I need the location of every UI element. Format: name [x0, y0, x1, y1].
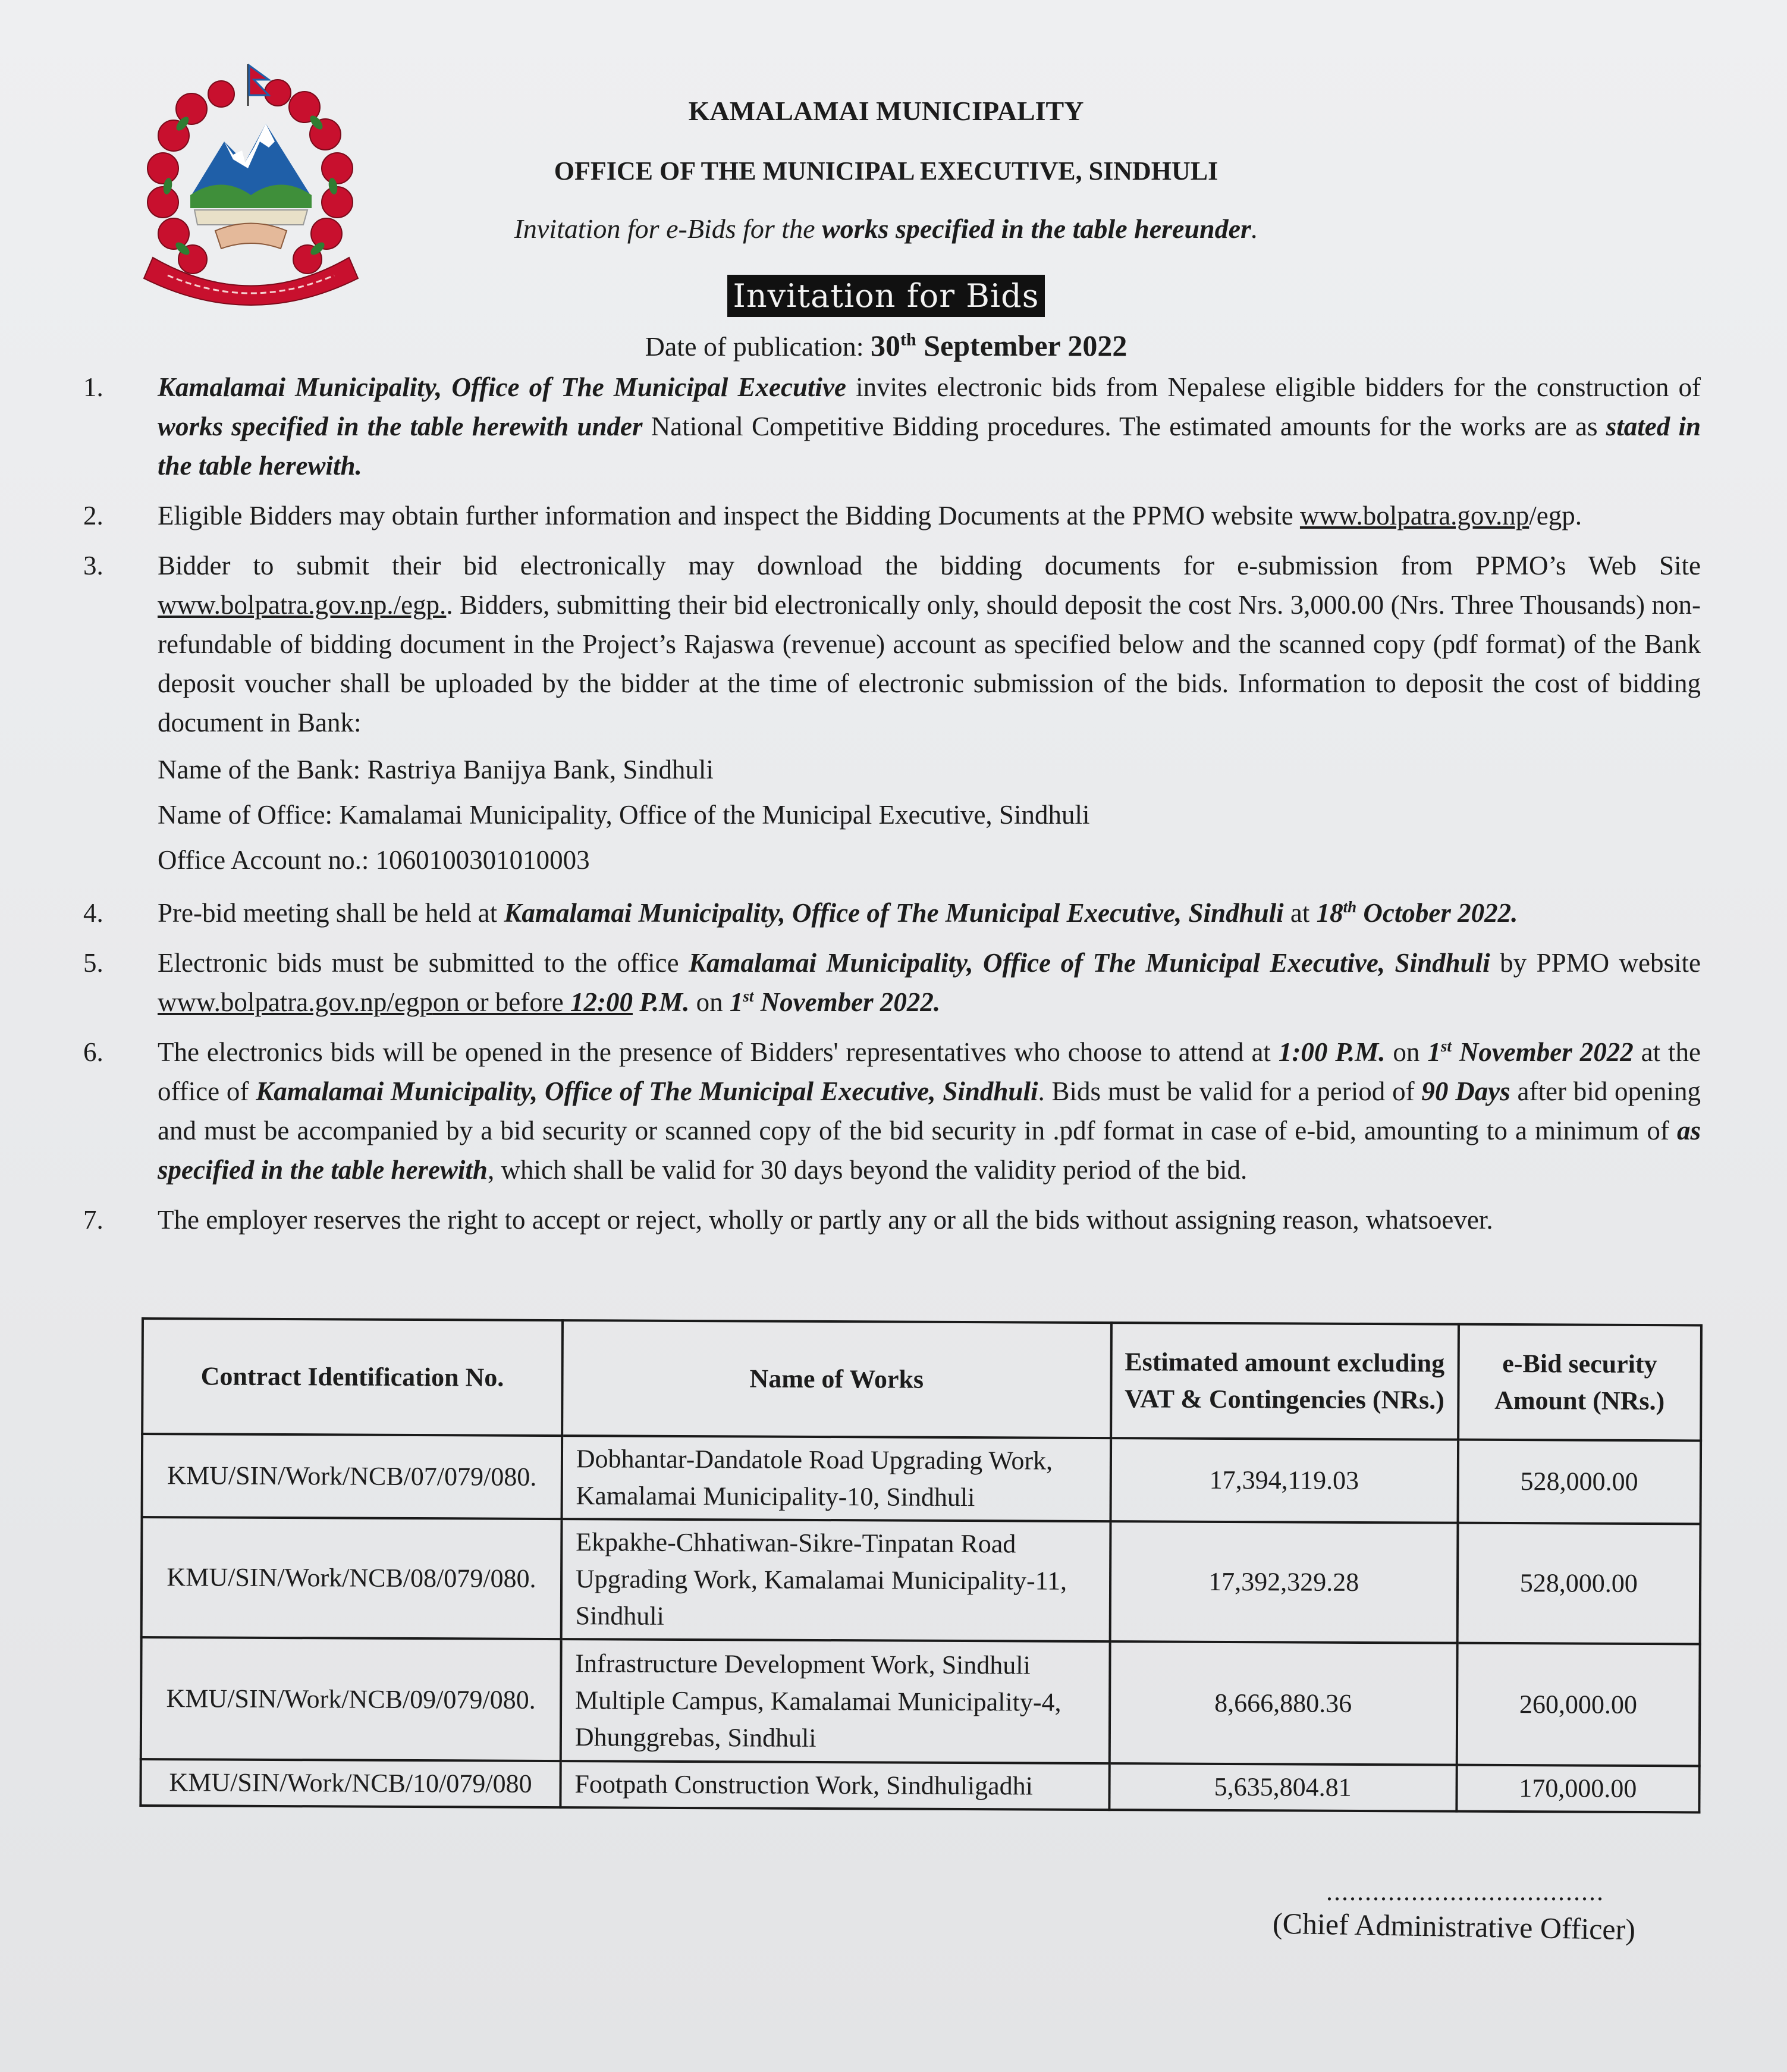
publication-date: Date of publication: 30th September 2022 [645, 329, 1128, 362]
contract-id: KMU/SIN/Work/NCB/09/079/080. [141, 1637, 561, 1761]
org-name: KAMALAMAI MUNICIPALITY [688, 96, 1084, 126]
office-name: OFFICE OF THE MUNICIPAL EXECUTIVE, SINDHULI [554, 156, 1218, 186]
estimated-amount: 17,392,329.28 [1110, 1521, 1458, 1643]
clause-1: 1. Kamalamai Municipality, Office of The Municipal Executive invites electronic bids from Nepalese eligible bidders for the construction of works specified in the table herewith under National Competitive Bidding procedures. The estimated amounts for the works are as stated in the table herewith. [83, 372, 1701, 481]
ppmo-egp-link[interactable]: www.bolpatra.gov.np./egp. [158, 590, 447, 620]
col-name-of-works: Name of Works [562, 1320, 1111, 1438]
table-row [140, 1759, 1699, 1812]
table-header-row [142, 1318, 1701, 1440]
col-estimated-amount: Estimated amount excluding VAT & Contingencies (NRs.) [1111, 1323, 1459, 1440]
contract-id: KMU/SIN/Work/NCB/10/079/080 [140, 1759, 560, 1807]
clause-5: 5. Electronic bids must be submitted to the office Kamalamai Municipality, Office of The Municipal Executive, Sindhuli by PPMO website www.bolpatra.gov.np/egpon or before 12:00 P.M. on 1st November 2022. [83, 948, 1701, 1017]
table-row [141, 1637, 1700, 1766]
account-number: Office Account no.: 1060100301010003 [158, 845, 590, 875]
bid-security: 260,000.00 [1456, 1643, 1700, 1766]
table-row [142, 1517, 1701, 1644]
estimated-amount: 8,666,880.36 [1109, 1641, 1457, 1765]
bank-name: Name of the Bank: Rastriya Banijya Bank, Sindhuli [158, 755, 714, 784]
work-name: Footpath Construction Work, Sindhuligadhi [560, 1761, 1109, 1810]
office-name-bank: Name of Office: Kamalamai Municipality, Office of the Municipal Executive, Sindhuli [158, 800, 1090, 830]
submission-link[interactable]: www.bolpatra.gov.np/egpon or before 12:00 [158, 987, 633, 1017]
ppmo-link[interactable]: www.bolpatra.gov.np [1299, 501, 1530, 530]
notice-subtitle: Invitation for e-Bids for the works specified in the table hereunder. [514, 214, 1258, 244]
signature-line: .................................... [1326, 1877, 1604, 1906]
col-bid-security: e-Bid security Amount (NRs.) [1458, 1324, 1701, 1441]
bid-security: 528,000.00 [1458, 1440, 1701, 1524]
bank-details [158, 747, 1701, 883]
work-name: Ekpakhe-Chhatiwan-Sikre-Tinpatan Road Upgrading Work, Kamalamai Municipality-11, Sindhuli [561, 1519, 1111, 1641]
work-name: Dobhantar-Dandatole Road Upgrading Work, Kamalamai Municipality-10, Sindhuli [561, 1436, 1110, 1521]
clause-3: 3. Bidder to submit their bid electronically may download the bidding documents for e-submission from PPMO’s Web Site www.bolpatra.gov.np./egp.. Bidders, submitting their bid electronically only, should deposit the cost Nrs. 3,000.00 (Nrs. Three Thousands) non-refundable of bidding document in the Project’s Rajaswa (revenue) account as specified below and the scanned copy (pdf format) of the Bank deposit voucher shall be uploaded by the bidder at the time of electronic submission of the bids. Information to deposit the cost of bidding document in Bank: Name of the Bank: Rastriya Banijya Bank, Sindhuli Name of Office: Kamalamai Municipality, Office of the Municipal Executive, Sindhuli Office Account no.: 1060100301010003 [83, 546, 1701, 883]
table-row [142, 1434, 1701, 1524]
contract-id: KMU/SIN/Work/NCB/08/079/080. [142, 1517, 562, 1639]
col-contract-id: Contract Identification No. [142, 1318, 563, 1436]
bid-security: 528,000.00 [1457, 1523, 1700, 1644]
notice-title: Invitation for Bids [727, 275, 1045, 317]
clause-2: 2. Eligible Bidders may obtain further information and inspect the Bidding Documents at the PPMO website www.bolpatra.gov.np/egp. [83, 501, 1582, 530]
signatory-title: (Chief Administrative Officer) [1272, 1906, 1636, 1947]
bid-security: 170,000.00 [1456, 1765, 1700, 1813]
clause-list [83, 368, 1701, 1250]
contract-id: KMU/SIN/Work/NCB/07/079/080. [142, 1434, 562, 1519]
works-table [139, 1317, 1703, 1813]
estimated-amount: 17,394,119.03 [1110, 1438, 1458, 1523]
clause-6: 6. The electronics bids will be opened in the presence of Bidders' representatives who choose to attend at 1:00 P.M. on 1st November 2022 at the office of Kamalamai Municipality, Office of The Municipal Executive, Sindhuli. Bids must be valid for a period of 90 Days after bid opening and must be accompanied by a bid security or scanned copy of the bid security in .pdf format in case of e-bid, amounting to a minimum of as specified in the table herewith, which shall be valid for 30 days beyond the validity period of the bid. [83, 1037, 1701, 1185]
work-name: Infrastructure Development Work, Sindhuli Multiple Campus, Kamalamai Municipality-4, Dhunggrebas, Sindhuli [561, 1639, 1110, 1763]
clause-7: 7. The employer reserves the right to accept or reject, wholly or partly any or all the bids without assigning reason, whatsoever. [83, 1205, 1493, 1235]
estimated-amount: 5,635,804.81 [1109, 1763, 1456, 1812]
clause-4: 4. Pre-bid meeting shall be held at Kamalamai Municipality, Office of The Municipal Executive, Sindhuli at 18th October 2022. [83, 898, 1518, 928]
